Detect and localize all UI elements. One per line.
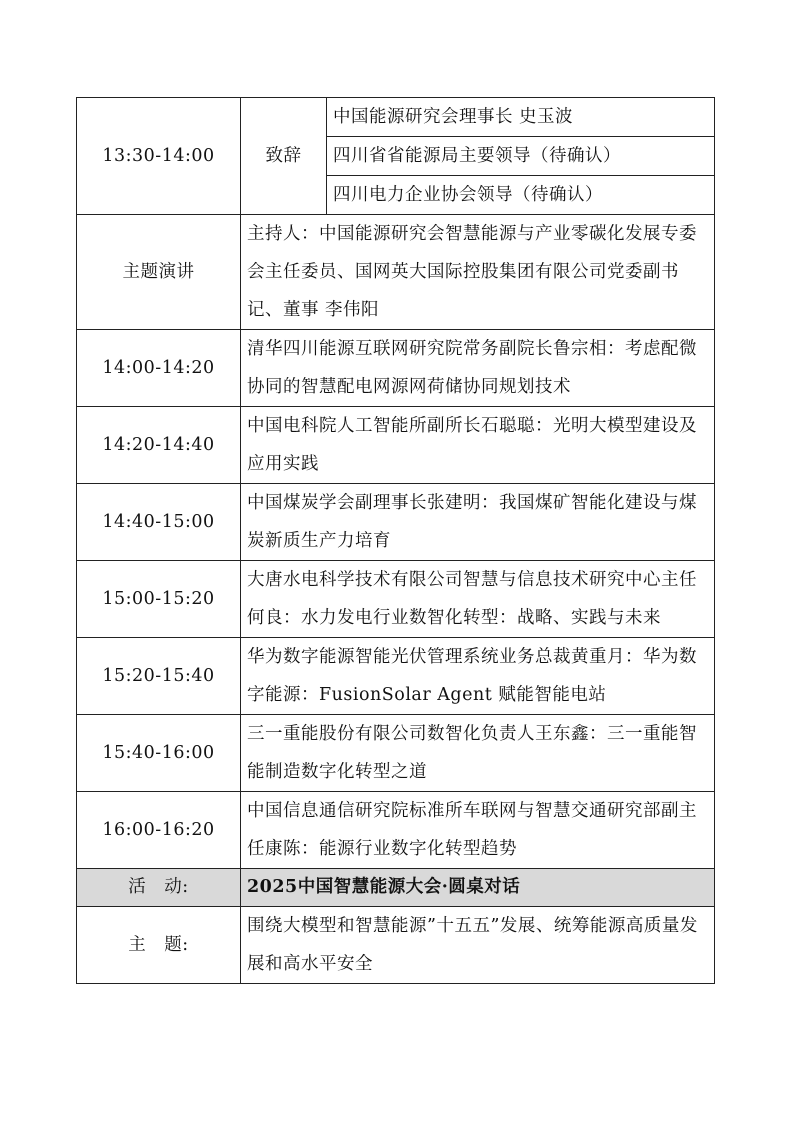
activity-content: 2025中国智慧能源大会·圆桌对话 [241, 869, 715, 907]
activity-label: 活 动: [77, 869, 241, 907]
talk-time: 16:00-16:20 [77, 792, 241, 869]
talk-row [77, 407, 715, 484]
talk-content: 华为数字能源智能光伏管理系统业务总裁黄重月：华为数字能源：FusionSolar Agent 赋能智能电站 [241, 638, 715, 715]
theme-content: 围绕大模型和智慧能源”十五五”发展、统筹能源高质量发展和高水平安全 [241, 907, 715, 984]
talk-row [77, 715, 715, 792]
talk-time: 15:40-16:00 [77, 715, 241, 792]
activity-row [77, 869, 715, 907]
talk-content: 三一重能股份有限公司数智化负责人王东鑫：三一重能智能制造数字化转型之道 [241, 715, 715, 792]
opening-speaker: 四川电力企业协会领导（待确认） [327, 176, 715, 215]
theme-label: 主 题: [77, 907, 241, 984]
opening-speaker: 中国能源研究会理事长 史玉波 [327, 98, 715, 137]
talk-row [77, 484, 715, 561]
keynote-host: 主持人：中国能源研究会智慧能源与产业零碳化发展专委会主任委员、国网英大国际控股集团有限公司党委副书记、董事 李伟阳 [241, 215, 715, 330]
talk-row [77, 561, 715, 638]
talk-time: 14:00-14:20 [77, 330, 241, 407]
talk-content: 清华四川能源互联网研究院常务副院长鲁宗相：考虑配微协同的智慧配电网源网荷储协同规划技术 [241, 330, 715, 407]
talk-content: 中国煤炭学会副理事长张建明：我国煤矿智能化建设与煤炭新质生产力培育 [241, 484, 715, 561]
talk-row [77, 330, 715, 407]
talk-row [77, 638, 715, 715]
opening-time: 13:30-14:00 [77, 98, 241, 215]
theme-row [77, 907, 715, 984]
talk-time: 14:40-15:00 [77, 484, 241, 561]
opening-label: 致辞 [241, 98, 327, 215]
talk-time: 15:00-15:20 [77, 561, 241, 638]
talk-content: 中国电科院人工智能所副所长石聪聪：光明大模型建设及应用实践 [241, 407, 715, 484]
talk-time: 14:20-14:40 [77, 407, 241, 484]
agenda-table [76, 97, 715, 984]
talk-content: 大唐水电科学技术有限公司智慧与信息技术研究中心主任何良：水力发电行业数智化转型：战略、实践与未来 [241, 561, 715, 638]
keynote-label: 主题演讲 [77, 215, 241, 330]
opening-speaker: 四川省省能源局主要领导（待确认） [327, 137, 715, 176]
talk-time: 15:20-15:40 [77, 638, 241, 715]
talk-content: 中国信息通信研究院标准所车联网与智慧交通研究部副主任康陈：能源行业数字化转型趋势 [241, 792, 715, 869]
opening-row [77, 98, 715, 137]
talk-row [77, 792, 715, 869]
keynote-row [77, 215, 715, 330]
